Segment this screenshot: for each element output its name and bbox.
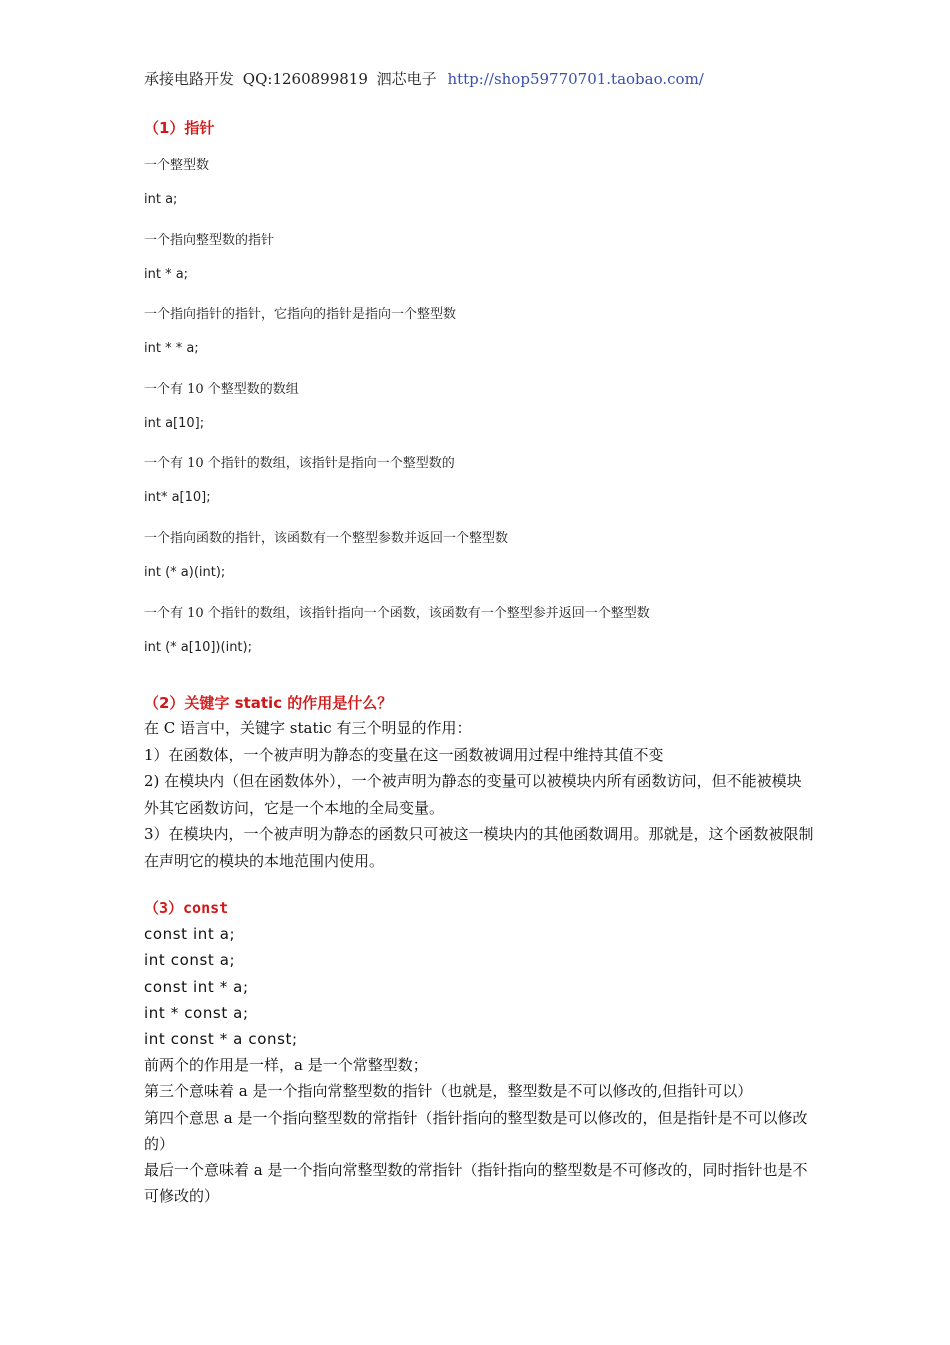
- section1-line: 一个有 10 个整型数的数组: [144, 382, 299, 397]
- section1-code: int a[10];: [144, 416, 205, 431]
- section2-heading: （2）关键字 static 的作用是什么？: [144, 694, 393, 712]
- section3-paragraph: 前两个的作用是一样，a 是一个常整型数；: [144, 1056, 428, 1074]
- section1-code: int* a[10];: [144, 490, 211, 505]
- section3-heading: （3）const: [144, 899, 229, 917]
- section1-line: 一个整型数: [144, 158, 210, 173]
- header-title: 承接电路开发: [144, 70, 235, 88]
- section1-code: int * a;: [144, 267, 189, 282]
- section2-paragraph: 1）在函数体，一个被声明为静态的变量在这一函数被调用过程中维持其值不变: [144, 745, 664, 764]
- section2-body: [144, 715, 816, 874]
- section3-code-line: int const * a const;: [144, 1030, 298, 1049]
- section1-line: 一个指向指针的指针，它指向的指针是指向一个整型数: [144, 307, 457, 322]
- section3-code-line: const int a;: [144, 925, 236, 943]
- section1-line: 一个有 10 个指针的数组，该指针指向一个函数，该函数有一个整型参并返回一个整型数: [144, 606, 650, 621]
- section1-line: 一个指向整型数的指针: [144, 233, 275, 248]
- section1-code: int (* a[10])(int);: [144, 640, 252, 655]
- header-shop-name: 泗芯电子: [376, 70, 437, 88]
- section3-body: [144, 1052, 816, 1210]
- section1-code: int a;: [144, 192, 178, 207]
- section3-code-line: int const a;: [144, 951, 236, 970]
- section3-paragraph: 最后一个意味着 a 是一个指向常整型数的常指针（指针指向的整型数是不可修改的，同时指针也是不可修改的）: [144, 1161, 808, 1206]
- section3-code-line: const int * a;: [144, 977, 249, 996]
- page-header: [144, 68, 704, 89]
- section3-code-block: [144, 921, 298, 1052]
- section2-paragraph: 3）在模块内，一个被声明为静态的函数只可被这一模块内的其他函数调用。那就是，这个函数被限制在声明它的模块的本地范围内使用。: [144, 825, 814, 870]
- section3-code-line: int * const a;: [144, 1003, 249, 1022]
- header-qq: QQ:1260899819: [242, 70, 368, 88]
- section2-paragraph: 在 C 语言中，关键字 static 有三个明显的作用：: [144, 719, 472, 737]
- section3-paragraph: 第三个意味着 a 是一个指向常整型数的指针（也就是，整型数是不可以修改的,但指针可以）: [144, 1082, 753, 1101]
- section2-paragraph: 2) 在模块内（但在函数体外），一个被声明为静态的变量可以被模块内所有函数访问，但不能被模块外其它函数访问，它是一个本地的全局变量。: [144, 772, 802, 817]
- section1-line: 一个指向函数的指针，该函数有一个整型参数并返回一个整型数: [144, 531, 509, 546]
- section1-heading: （1）指针: [144, 119, 215, 137]
- section3-paragraph: 第四个意思 a 是一个指向整型数的常指针（指针指向的整型数是可以修改的，但是指针是不可以修改的）: [144, 1108, 808, 1153]
- section1-code: int * * a;: [144, 341, 199, 356]
- header-shop-link[interactable]: http://shop59770701.taobao.com/: [447, 70, 704, 88]
- section1-code: int (* a)(int);: [144, 565, 226, 580]
- section1-line: 一个有 10 个指针的数组，该指针是指向一个整型数的: [144, 456, 455, 471]
